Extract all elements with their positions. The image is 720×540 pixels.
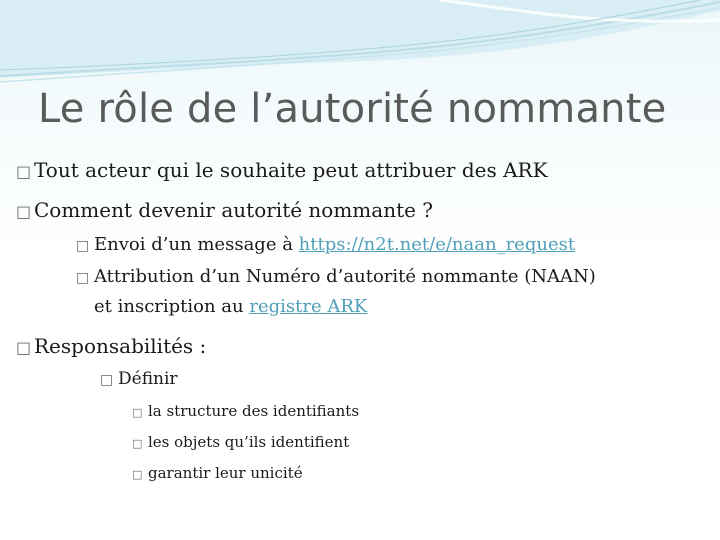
bullet-box-icon: □ (132, 437, 143, 450)
bullet-box-icon: □ (76, 270, 90, 286)
slide-title: Le rôle de l’autorité nommante (38, 86, 667, 132)
bullet-level3 (132, 464, 303, 482)
bullet-box-icon: □ (76, 238, 90, 254)
bullet-text: Comment devenir autorité nommante ? (34, 198, 434, 222)
bullet-box-icon: □ (16, 202, 32, 221)
naan-request-link[interactable]: https://n2t.net/e/naan_request (298, 234, 576, 255)
bullet-level3 (132, 402, 359, 420)
bullet-level1 (16, 198, 433, 222)
bullet-level1 (16, 334, 206, 358)
bullet-level2 (100, 369, 178, 389)
bullet-text: Envoi d’un message à (94, 234, 299, 255)
bullet-text: et inscription au (94, 296, 250, 317)
bullet-box-icon: □ (16, 338, 32, 357)
bullet-text: la structure des identifiants (148, 402, 360, 420)
bullet-text: Définir (118, 369, 178, 389)
bullet-level2 (76, 266, 596, 287)
registre-ark-link[interactable]: registre ARK (249, 296, 368, 317)
bullet-level1 (16, 158, 548, 182)
bullet-text: Responsabilités : (34, 334, 207, 358)
bullet-box-icon: □ (132, 406, 143, 419)
bullet-box-icon: □ (16, 162, 32, 181)
bullet-level3 (132, 433, 349, 451)
bullet-level2 (76, 234, 575, 255)
bullet-text: Tout acteur qui le souhaite peut attribuer des ARK (34, 158, 548, 182)
bullet-box-icon: □ (100, 372, 114, 388)
bullet-box-icon: □ (132, 468, 143, 481)
bullet-continuation (94, 296, 367, 317)
bullet-text: Attribution d’un Numéro d’autorité nommante (NAAN) (94, 266, 596, 287)
bullet-text: les objets qu’ils identifient (148, 433, 350, 451)
bullet-text: garantir leur unicité (148, 464, 303, 482)
